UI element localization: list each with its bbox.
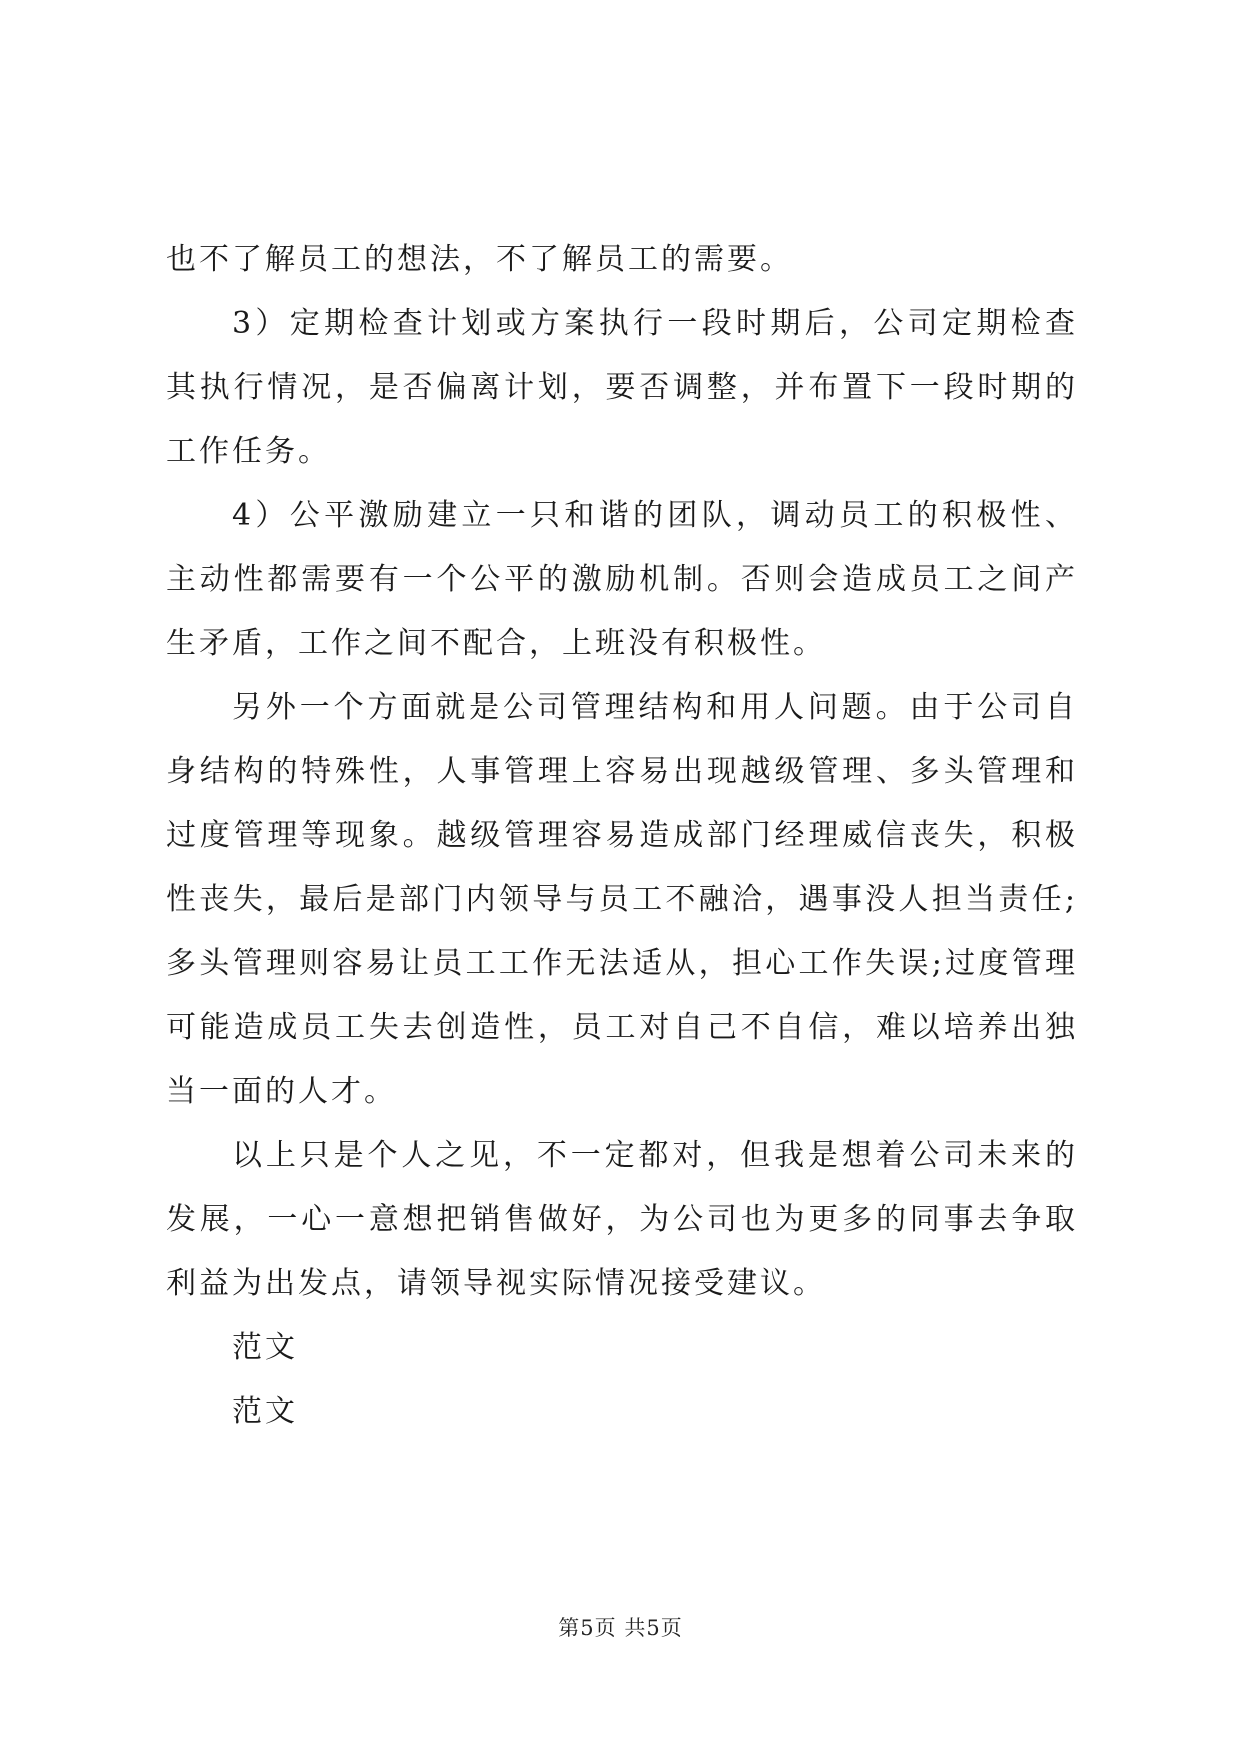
paragraph-fair-incentive: 4）公平激励建立一只和谐的团队，调动员工的积极性、主动性都需要有一个公平的激励机制。否则会造成员工之间产生矛盾，工作之间不配合，上班没有积极性。 (166, 498, 1078, 661)
document-body (166, 228, 1078, 1444)
paragraph-sample-label-1: 范文 (232, 1330, 298, 1365)
paragraph-conclusion: 以上只是个人之见，不一定都对，但我是想着公司未来的发展，一心一意想把销售做好，为公司也为更多的同事去争取利益为出发点，请领导视实际情况接受建议。 (166, 1138, 1078, 1301)
paragraph-continuation: 也不了解员工的想法，不了解员工的需要。 (166, 242, 793, 277)
page-footer: 第5页 共5页 (558, 1616, 683, 1640)
paragraph-sample-label-2: 范文 (232, 1394, 298, 1429)
paragraph-periodic-check: 3）定期检查计划或方案执行一段时期后，公司定期检查其执行情况，是否偏离计划，要否调整，并布置下一段时期的工作任务。 (166, 306, 1078, 469)
paragraph-management-structure: 另外一个方面就是公司管理结构和用人问题。由于公司自身结构的特殊性，人事管理上容易出现越级管理、多头管理和过度管理等现象。越级管理容易造成部门经理威信丧失，积极性丧失，最后是部门内领导与员工不融洽，遇事没人担当责任;多头管理则容易让员工工作无法适从，担心工作失误;过度管理可能造成员工失去创造性，员工对自己不自信，难以培养出独当一面的人才。 (166, 690, 1078, 1109)
